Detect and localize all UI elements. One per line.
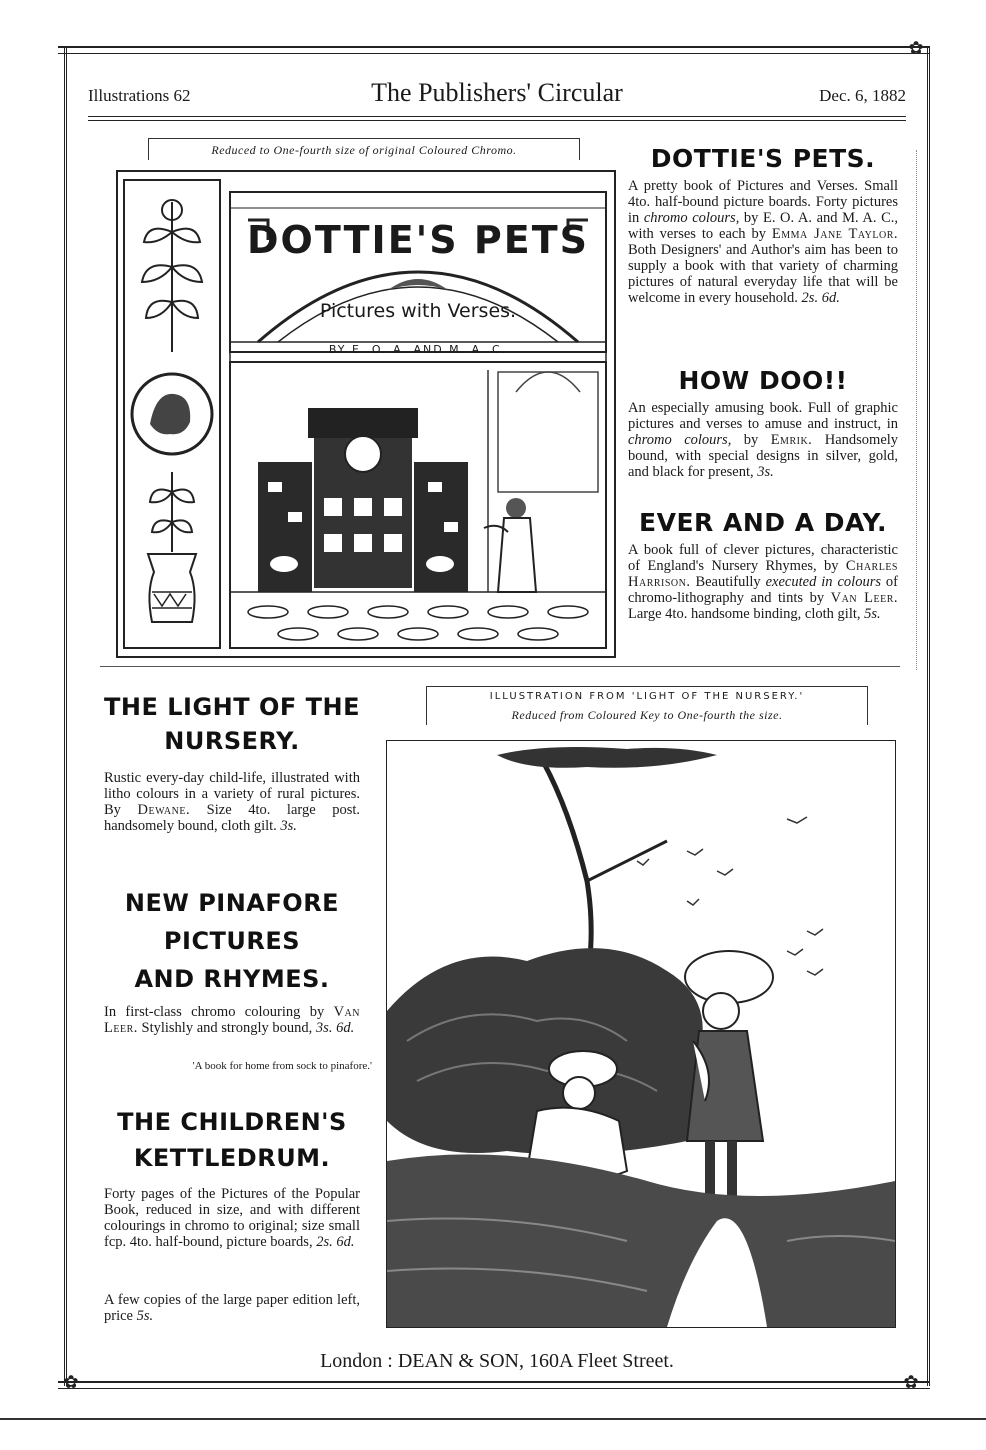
header-section-label: Illustrations 62 [88, 86, 191, 105]
text-run: Beautifully [695, 574, 761, 590]
price: 2s. 6d. [801, 290, 840, 306]
page-bottom-strip [0, 1418, 986, 1420]
text-run: Rustic every-day child-life, illustrated with litho colours in a variety of rural pictures. By [104, 770, 360, 818]
top-illustration-caption: Reduced to One-fourth size of original Coloured Chromo. [148, 138, 580, 160]
header-title: The Publishers' Circular [371, 78, 623, 107]
author-name: Charles Harrison. [628, 558, 898, 590]
kettledrum-large-paper-note [104, 1292, 360, 1324]
kettledrum-description [104, 1186, 360, 1250]
frame-bottom-rule [58, 1381, 930, 1389]
caption-line: ILLUSTRATION FROM 'LIGHT OF THE NURSERY.' [489, 691, 805, 702]
author-name: Van Leer. [830, 590, 898, 606]
author-name: Van Leer. [104, 1004, 360, 1036]
text-run: Forty pages of the Pictures of the Popular Book, reduced in size, and with different colourings in chromo to original; size small fcp. 4to. half-bound, picture boards, [104, 1186, 360, 1250]
banner-title: DOTTIE'S PETS [247, 218, 589, 262]
header-rule [88, 116, 906, 117]
price: 5s. [136, 1308, 154, 1324]
author-name: Dewane. [137, 802, 191, 818]
banner-subtitle: Pictures with Verses. [319, 300, 517, 322]
caption-line: Reduced from Coloured Key to One-fourth the size. [511, 708, 783, 722]
dotties-pets-illustration [116, 170, 616, 658]
how-doo-heading: HOW DOO!! [678, 366, 848, 395]
text-run: Large 4to. handsome binding, cloth gilt, [628, 606, 861, 622]
text-run: chromo colours, [628, 432, 732, 448]
text-run: An especially amusing book. Full of graphic pictures and verses to amuse and instruct, in [628, 400, 898, 432]
publisher-imprint: London : DEAN & SON, 160A Fleet Street. [320, 1350, 674, 1372]
corner-ornament-icon: ✿ [908, 38, 924, 59]
heading-line: NEW PINAFORE [124, 889, 340, 917]
price: 3s. [280, 818, 297, 834]
text-run: In first-class chromo colouring by [104, 1004, 325, 1020]
header-date: Dec. 6, 1882 [819, 86, 906, 105]
dotties-pets-description [628, 178, 898, 306]
price: 3s. 6d. [315, 1020, 355, 1036]
light-of-nursery-illustration-svg [387, 741, 895, 1327]
kettledrum-heading [100, 1104, 364, 1176]
dotties-pets-heading: DOTTIE'S PETS. [650, 144, 876, 173]
ever-and-a-day-description [628, 542, 898, 622]
text-run: executed in colours [765, 574, 881, 590]
page-header [88, 78, 906, 112]
corner-ornament-icon: ✿ [63, 1372, 79, 1393]
author-name: Emrik. [770, 432, 813, 448]
text-run: by [743, 432, 759, 448]
light-of-nursery-heading [100, 690, 364, 758]
heading-line: NURSERY. [164, 727, 300, 755]
text-run: A few copies of the large paper edition left, price [104, 1292, 360, 1324]
nursery-illustration-caption [426, 686, 868, 725]
header-rule [88, 120, 906, 121]
heading-line: PICTURES [163, 927, 301, 955]
column-divider [916, 150, 917, 670]
new-pinafore-heading [100, 884, 364, 998]
text-run: of chromo-lithography and tints by [628, 574, 899, 606]
price: 3s. [757, 464, 774, 480]
heading-line: THE LIGHT OF THE [104, 693, 360, 721]
text-run: chromo colours, [643, 210, 740, 226]
text-run: Size 4to. large post. handsomely bound, cloth gilt. [104, 802, 361, 834]
heading-line: THE CHILDREN'S [117, 1108, 347, 1136]
text-run: A pretty book of Pictures and Verses. Small 4to. half-bound picture boards. Forty pictures in [628, 178, 898, 226]
price: 2s. 6d. [316, 1234, 355, 1250]
ever-and-a-day-heading: EVER AND A DAY. [639, 508, 887, 537]
text-run: A book full of clever pictures, characteristic of England's Nursery Rhymes, by [628, 542, 898, 574]
text-run: by E. O. A. and M. A. C., with verses to each by [628, 210, 898, 242]
author-name: Emma Jane Taylor. [771, 226, 898, 242]
new-pinafore-description [104, 1004, 360, 1036]
price: 5s. [864, 606, 881, 622]
light-of-nursery-illustration [386, 740, 896, 1328]
section-divider [100, 666, 900, 667]
heading-line: AND RHYMES. [134, 965, 330, 993]
text-run: Stylishly and strongly bound, [141, 1020, 313, 1036]
light-of-nursery-description [104, 770, 360, 834]
new-pinafore-quote: 'A book for home from sock to pinafore.' [192, 1060, 372, 1072]
heading-line: KETTLEDRUM. [133, 1144, 331, 1172]
text-run: Handsomely bound, with special designs in silver, gold, and black for present, [628, 432, 899, 480]
corner-ornament-icon: ✿ [903, 1372, 919, 1393]
banner-credit: BY E. O. A. AND M. A. C. [328, 343, 508, 356]
how-doo-description [628, 400, 898, 480]
text-run: Both Designers' and Author's aim has been to supply a book with that variety of charming pictures of natural everyday life that will be welcome in every household. [628, 242, 898, 306]
